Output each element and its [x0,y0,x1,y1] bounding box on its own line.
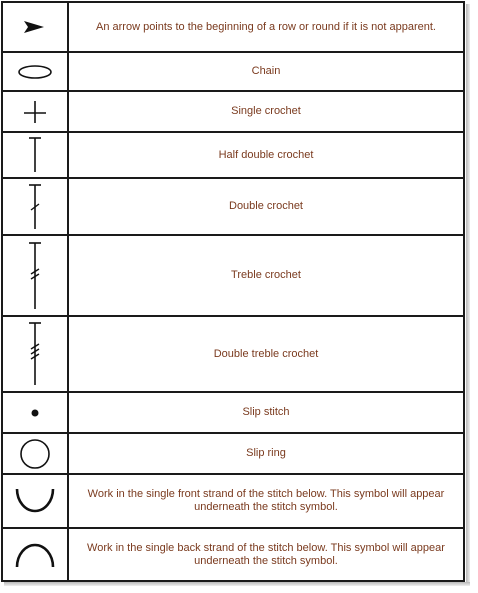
legend-description: Chain [68,52,464,91]
legend-row [2,178,464,235]
symbol-cell [2,528,68,581]
legend-row [2,52,464,91]
legend-row [2,433,464,474]
t-one-slash-icon [23,182,47,232]
legend-description: Double crochet [68,178,464,235]
top-arc-icon [12,535,58,575]
table-drop-shadow-right [466,4,470,583]
t-two-slash-icon [23,240,47,312]
legend-description: Slip stitch [68,392,464,433]
legend-row [2,474,464,528]
circle-icon [17,436,53,472]
symbol-cell [2,316,68,392]
symbol-cell [2,132,68,178]
legend-description: Work in the single back strand of the stitch below. This symbol will appear underneath the stitch symbol. [68,528,464,581]
legend-description: Single crochet [68,91,464,132]
legend-description: Work in the single front strand of the stitch below. This symbol will appear underneath the stitch symbol. [68,474,464,528]
crochet-symbol-legend-table [1,1,465,582]
legend-row [2,235,464,316]
symbol-cell [2,433,68,474]
symbol-cell [2,474,68,528]
symbol-cell [2,235,68,316]
arrow-icon [20,17,50,37]
symbol-cell [2,2,68,52]
symbol-cell [2,392,68,433]
legend-description: Slip ring [68,433,464,474]
legend-row [2,316,464,392]
legend-row [2,2,464,52]
legend-row [2,528,464,581]
legend-description: An arrow points to the beginning of a row or round if it is not apparent. [68,2,464,52]
legend-row [2,392,464,433]
bottom-arc-icon [12,481,58,521]
symbol-cell [2,178,68,235]
symbol-cell [2,52,68,91]
legend-description: Half double crochet [68,132,464,178]
table-drop-shadow-bottom [4,582,470,586]
legend-description: Double treble crochet [68,316,464,392]
t-stitch-icon [23,135,47,175]
legend-row [2,132,464,178]
plus-cross-icon [20,97,50,127]
symbol-cell [2,91,68,132]
t-three-slash-icon [23,320,47,388]
dot-icon [25,403,45,423]
legend-description: Treble crochet [68,235,464,316]
legend-row [2,91,464,132]
chain-oval-icon [15,62,55,82]
